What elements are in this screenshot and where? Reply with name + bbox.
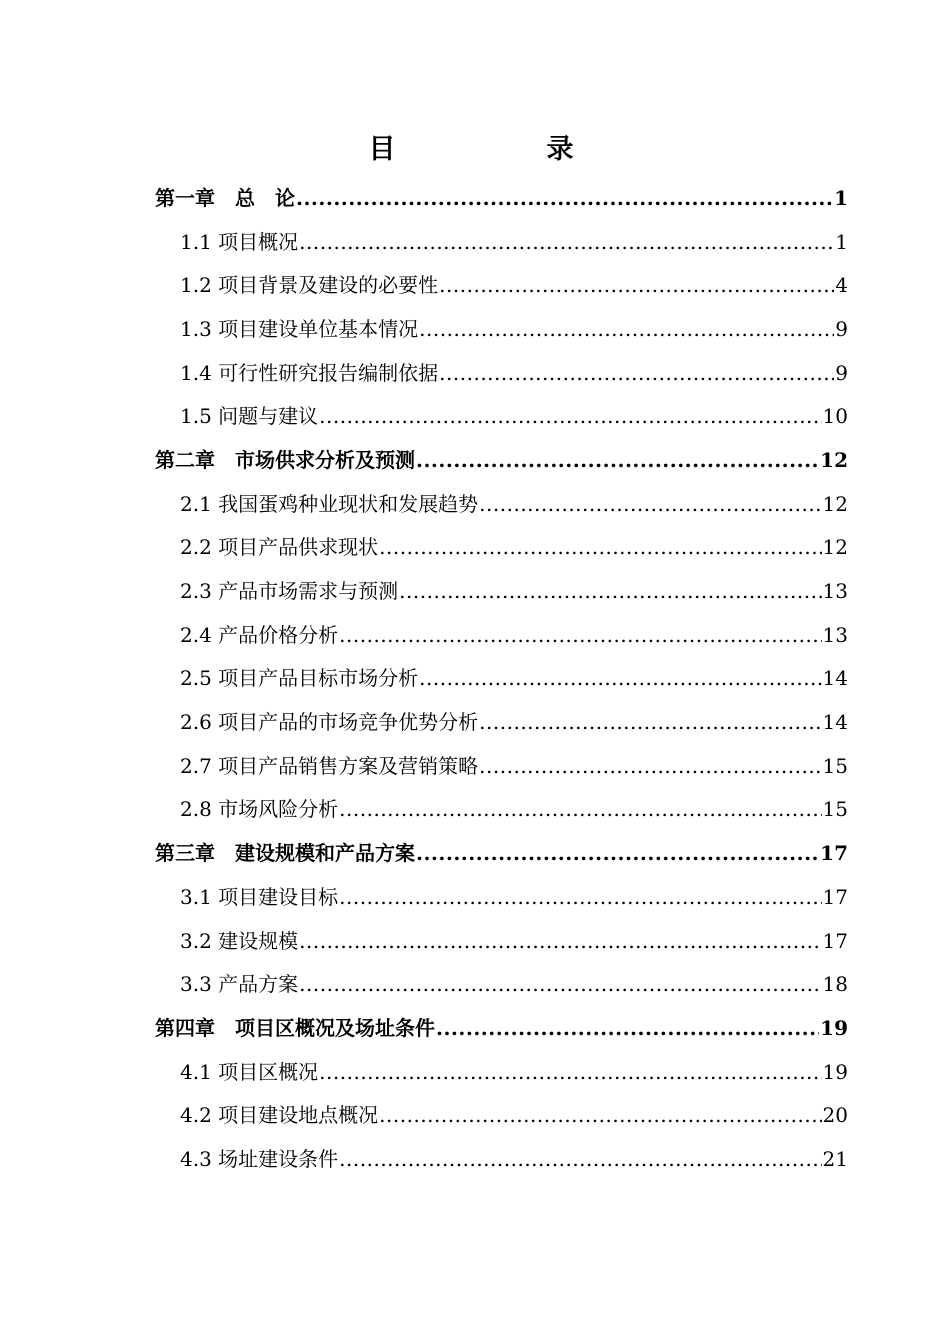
toc-entry-line xyxy=(180,492,848,516)
toc-chapter-entry[interactable] xyxy=(0,831,950,875)
toc-entry-label: 4.1 项目区概况 xyxy=(180,1059,319,1084)
toc-entry-line xyxy=(155,186,848,210)
toc-entry-label: 4.2 项目建设地点概况 xyxy=(180,1103,379,1128)
toc-entry-line xyxy=(155,448,848,472)
toc-dot-leader xyxy=(296,186,833,210)
toc-dot-leader xyxy=(479,754,821,778)
toc-page-number: 14 xyxy=(822,666,848,691)
toc-entry-line xyxy=(180,1103,848,1127)
toc-section-entry[interactable] xyxy=(0,1050,950,1094)
toc-page-number: 9 xyxy=(835,316,848,341)
toc-entry-label: 2.7 项目产品销售方案及营销策略 xyxy=(180,753,479,778)
toc-entry-line xyxy=(155,1016,848,1040)
toc-dot-leader xyxy=(339,1147,821,1171)
toc-dot-leader xyxy=(299,230,834,254)
toc-section-entry[interactable] xyxy=(0,569,950,613)
toc-entry-label: 2.6 项目产品的市场竞争优势分析 xyxy=(180,710,479,735)
toc-dot-leader xyxy=(439,273,834,297)
toc-section-entry[interactable] xyxy=(0,744,950,788)
toc-entry-label: 3.2 建设规模 xyxy=(180,928,299,953)
toc-entry-label: 2.1 我国蛋鸡种业现状和发展趋势 xyxy=(180,491,479,516)
toc-chapter-entry[interactable] xyxy=(0,1006,950,1050)
toc-entry-line xyxy=(155,841,848,865)
toc-dot-leader xyxy=(439,361,834,385)
toc-section-entry[interactable] xyxy=(0,1137,950,1181)
toc-entry-label: 2.3 产品市场需求与预测 xyxy=(180,579,399,604)
toc-page-number: 17 xyxy=(822,884,848,909)
toc-entry-label: 3.1 项目建设目标 xyxy=(180,884,339,909)
toc-dot-leader xyxy=(299,929,821,953)
toc-entry-label: 1.4 可行性研究报告编制依据 xyxy=(180,360,439,385)
toc-section-entry[interactable] xyxy=(0,307,950,351)
toc-entry-label: 1.3 项目建设单位基本情况 xyxy=(180,316,419,341)
toc-dot-leader xyxy=(339,797,821,821)
toc-entry-line xyxy=(180,929,848,953)
toc-page-number: 12 xyxy=(822,535,848,560)
toc-dot-leader xyxy=(379,535,821,559)
toc-dot-leader xyxy=(419,666,821,690)
toc-section-entry[interactable] xyxy=(0,263,950,307)
toc-dot-leader xyxy=(479,710,821,734)
toc-page-number: 19 xyxy=(820,1015,848,1040)
toc-page-number: 21 xyxy=(822,1146,848,1171)
toc-page-number: 19 xyxy=(822,1059,848,1084)
toc-entry-line xyxy=(180,317,848,341)
toc-section-entry[interactable] xyxy=(0,613,950,657)
toc-entry-label: 1.2 项目背景及建设的必要性 xyxy=(180,273,439,298)
toc-dot-leader xyxy=(416,841,819,865)
toc-page-number: 14 xyxy=(822,710,848,735)
toc-entry-line xyxy=(180,230,848,254)
toc-entry-line xyxy=(180,666,848,690)
toc-page-number: 12 xyxy=(820,447,848,472)
toc-page-number: 15 xyxy=(822,797,848,822)
toc-page-number: 1 xyxy=(835,229,848,254)
toc-entry-line xyxy=(180,710,848,734)
toc-section-entry[interactable] xyxy=(0,351,950,395)
toc-dot-leader xyxy=(299,972,821,996)
toc-entry-line xyxy=(180,754,848,778)
toc-dot-leader xyxy=(419,317,834,341)
toc-section-entry[interactable] xyxy=(0,962,950,1006)
toc-section-entry[interactable] xyxy=(0,394,950,438)
toc-page-number: 10 xyxy=(822,404,848,429)
toc-title: 目 录 xyxy=(368,134,636,165)
toc-entry-line xyxy=(180,361,848,385)
toc-entry-label: 2.2 项目产品供求现状 xyxy=(180,535,379,560)
toc-section-entry[interactable] xyxy=(0,220,950,264)
toc-section-entry[interactable] xyxy=(0,875,950,919)
toc-page-number: 13 xyxy=(822,579,848,604)
toc-entry-line xyxy=(180,273,848,297)
toc-entry-label: 2.8 市场风险分析 xyxy=(180,797,339,822)
toc-entry-line xyxy=(180,1060,848,1084)
toc-section-entry[interactable] xyxy=(0,657,950,701)
toc-section-entry[interactable] xyxy=(0,788,950,832)
toc-page-number: 13 xyxy=(822,622,848,647)
toc-page-number: 15 xyxy=(822,753,848,778)
toc-dot-leader xyxy=(319,1060,821,1084)
toc-dot-leader xyxy=(339,885,821,909)
toc-dot-leader xyxy=(436,1016,819,1040)
toc-page-number: 4 xyxy=(835,273,848,298)
toc-section-entry[interactable] xyxy=(0,1093,950,1137)
toc-entry-label: 第二章 市场供求分析及预测 xyxy=(155,447,415,472)
toc-chapter-entry[interactable] xyxy=(0,438,950,482)
toc-page-number: 9 xyxy=(835,360,848,385)
toc-section-entry[interactable] xyxy=(0,526,950,570)
toc-entry-label: 第一章 总 论 xyxy=(155,185,295,210)
toc-entry-label: 4.3 场址建设条件 xyxy=(180,1146,339,1171)
toc-entry-label: 1.1 项目概况 xyxy=(180,229,299,254)
toc-page-number: 1 xyxy=(834,185,848,210)
toc-page-number: 20 xyxy=(822,1103,848,1128)
toc-entry-line xyxy=(180,885,848,909)
toc-entry-label: 3.3 产品方案 xyxy=(180,972,299,997)
toc-entry-line xyxy=(180,623,848,647)
toc-section-entry[interactable] xyxy=(0,482,950,526)
toc-entry-label: 第三章 建设规模和产品方案 xyxy=(155,841,415,866)
toc-entry-line xyxy=(180,535,848,559)
toc-entry-label: 1.5 问题与建议 xyxy=(180,404,319,429)
toc-entry-line xyxy=(180,579,848,603)
toc-chapter-entry[interactable] xyxy=(0,176,950,220)
toc-list xyxy=(0,176,950,1181)
toc-dot-leader xyxy=(319,404,821,428)
toc-section-entry[interactable] xyxy=(0,919,950,963)
toc-entry-line xyxy=(180,404,848,428)
toc-entry-label: 第四章 项目区概况及场址条件 xyxy=(155,1015,435,1040)
toc-dot-leader xyxy=(479,492,821,516)
toc-page-number: 17 xyxy=(820,841,848,866)
toc-entry-line xyxy=(180,1147,848,1171)
toc-dot-leader xyxy=(416,448,819,472)
toc-entry-line xyxy=(180,797,848,821)
toc-dot-leader xyxy=(399,579,821,603)
toc-dot-leader xyxy=(339,623,821,647)
toc-page-number: 12 xyxy=(822,491,848,516)
toc-entry-label: 2.4 产品价格分析 xyxy=(180,622,339,647)
toc-section-entry[interactable] xyxy=(0,700,950,744)
toc-entry-label: 2.5 项目产品目标市场分析 xyxy=(180,666,419,691)
toc-page-number: 18 xyxy=(822,972,848,997)
toc-entry-line xyxy=(180,972,848,996)
toc-page-number: 17 xyxy=(822,928,848,953)
toc-dot-leader xyxy=(379,1103,821,1127)
